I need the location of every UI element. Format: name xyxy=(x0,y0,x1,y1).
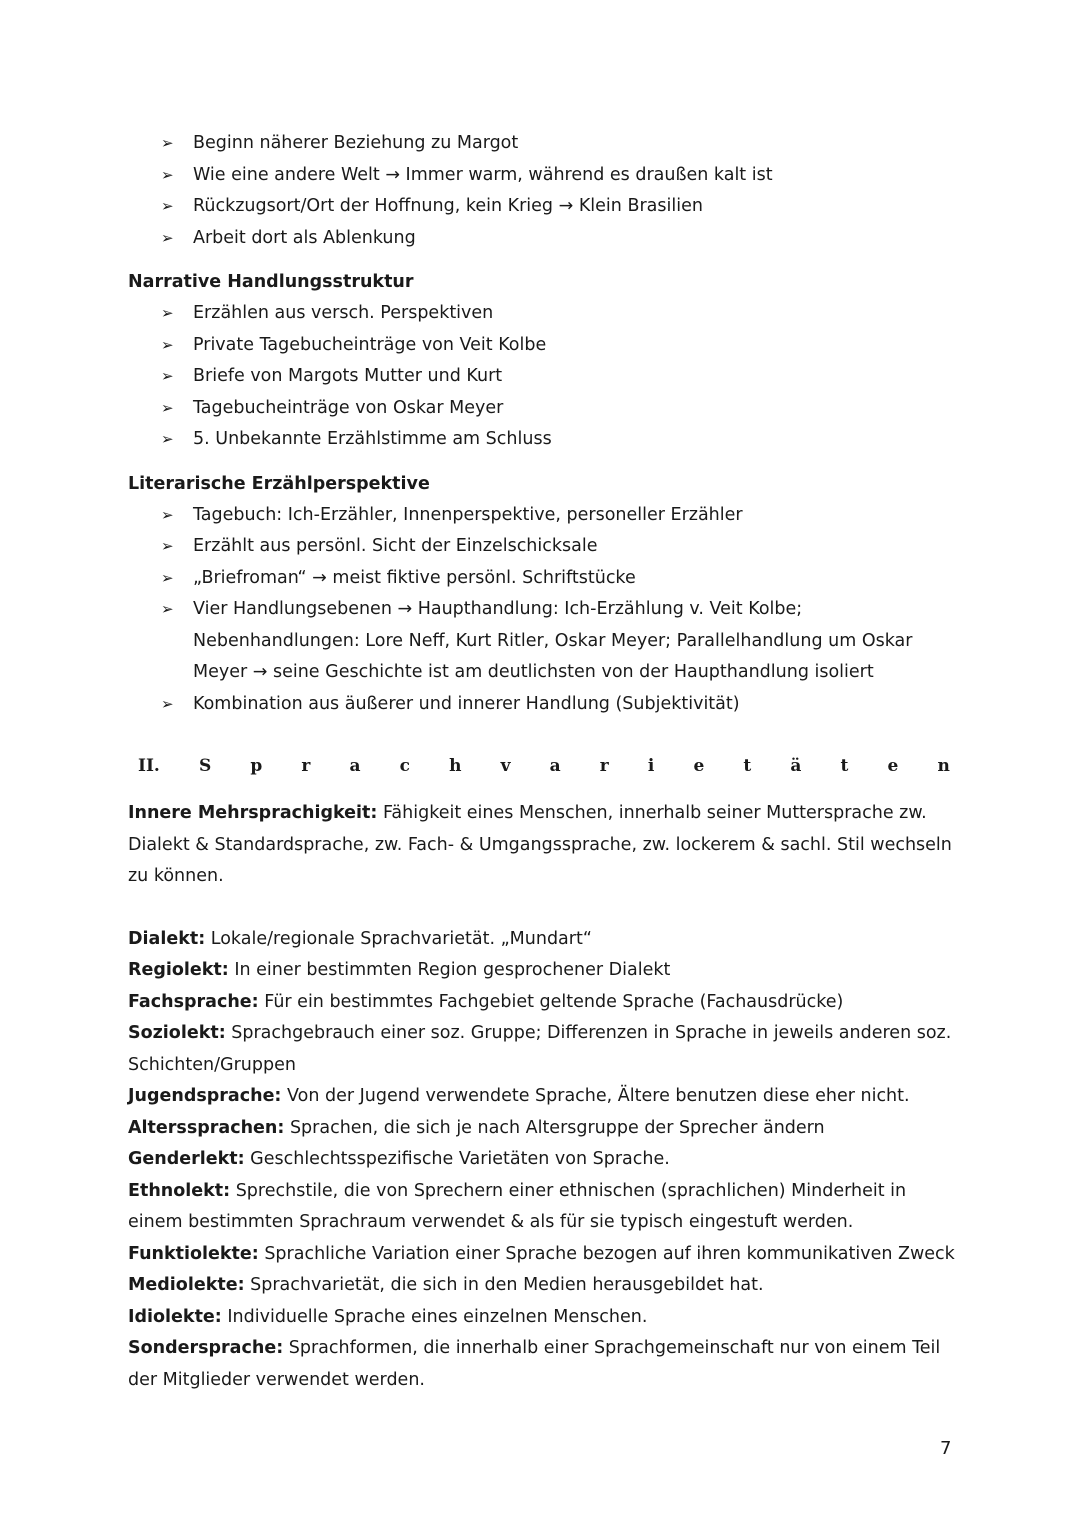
section-title-letter: t xyxy=(743,756,752,776)
list-item: ➢ Private Tagebucheinträge von Veit Kolbe xyxy=(128,330,958,362)
arrow-bullet-icon: ➢ xyxy=(161,600,174,618)
definition-term: Funktiolekte: xyxy=(128,1243,259,1264)
section-title-letter: a xyxy=(549,756,561,776)
list-item: ➢ Kombination aus äußerer und innerer Handlung (Subjektivität) xyxy=(128,689,958,721)
definition-item xyxy=(128,1081,958,1113)
definition-text: Individuelle Sprache eines einzelnen Menschen. xyxy=(221,1306,648,1327)
definition-text: Von der Jugend verwendete Sprache, Ältere benutzen diese eher nicht. xyxy=(281,1086,910,1106)
definition-list xyxy=(128,924,958,1397)
arrow-bullet-icon: ➢ xyxy=(161,335,174,354)
bullet-list-literarisch xyxy=(128,500,958,721)
arrow-bullet-icon: ➢ xyxy=(161,430,174,448)
arrow-bullet-icon: ➢ xyxy=(161,694,174,713)
section-title-letter: r xyxy=(599,756,609,776)
definition-item xyxy=(128,1239,958,1271)
arrow-bullet-icon: ➢ xyxy=(161,537,174,555)
list-item: ➢ Beginn näherer Beziehung zu Margot xyxy=(128,128,958,160)
definition-text: Sprachvarietät, die sich in den Medien herausgebildet hat. xyxy=(244,1275,764,1295)
definition-term: Ethnolekt: xyxy=(128,1180,231,1201)
arrow-bullet-icon: ➢ xyxy=(161,304,174,322)
arrow-bullet-icon: ➢ xyxy=(161,367,174,385)
definition-text: In einer bestimmten Region gesprochener Dialekt xyxy=(228,960,671,980)
section-title-letter: e xyxy=(887,756,899,776)
list-item: ➢ Tagebuch: Ich-Erzähler, Innenperspektive, personeller Erzähler xyxy=(128,500,958,532)
section-title-letter: p xyxy=(250,756,263,776)
definition-text: Sprachformen, die innerhalb einer Sprachgemeinschaft nur von einem Teil der Mitglieder verwendet werden. xyxy=(128,1338,941,1390)
definition-text: Sprachen, die sich je nach Altersgruppe der Sprecher ändern xyxy=(284,1117,825,1138)
section-title-letter: v xyxy=(500,756,511,776)
list-item: ➢ Wie eine andere Welt → Immer warm, während es draußen kalt ist xyxy=(128,160,958,192)
definition-item xyxy=(128,1144,958,1176)
definition-item xyxy=(128,1333,958,1396)
section-title-letter: c xyxy=(399,756,410,776)
definition-item xyxy=(128,987,958,1019)
section-number: II. xyxy=(138,756,160,776)
definition-term: Innere Mehrsprachigkeit: xyxy=(128,803,378,823)
list-item: ➢ Erzählen aus versch. Perspektiven xyxy=(128,298,958,330)
definition-term: Jugendsprache: xyxy=(128,1086,282,1106)
arrow-bullet-icon: ➢ xyxy=(161,165,174,184)
arrow-bullet-icon: ➢ xyxy=(161,197,174,215)
section-title-letter: a xyxy=(349,756,361,776)
definition-item xyxy=(128,1302,958,1334)
heading-narrative: Narrative Handlungsstruktur xyxy=(128,272,414,292)
page-content xyxy=(128,128,958,1396)
list-item: ➢ Erzählt aus persönl. Sicht der Einzelschicksale xyxy=(128,531,958,563)
list-item: ➢ Briefe von Margots Mutter und Kurt xyxy=(128,361,958,393)
definition-item xyxy=(128,1176,958,1239)
list-item: ➢ Rückzugsort/Ort der Hoffnung, kein Krieg → Klein Brasilien xyxy=(128,191,958,223)
definition-text: Sprachgebrauch einer soz. Gruppe; Differenzen in Sprache in jeweils anderen soz. Schichten/Gruppen xyxy=(128,1023,952,1075)
spacer xyxy=(128,893,958,924)
definition-item xyxy=(128,1113,958,1145)
arrow-bullet-icon: ➢ xyxy=(161,228,174,247)
section-heading xyxy=(138,756,950,776)
page-number: 7 xyxy=(940,1438,952,1459)
section-title-letter: n xyxy=(937,756,950,776)
definition-text: Fähigkeit eines Menschen, innerhalb seiner Muttersprache zw. Dialekt & Standardsprache, zw. Fach- & Umgangssprache, zw. lockerem & sachl. Stil wechseln zu können. xyxy=(128,803,952,886)
heading-literarisch: Literarische Erzählperspektive xyxy=(128,473,430,494)
list-item: ➢ Arbeit dort als Ablenkung xyxy=(128,223,958,255)
definition-text: Für ein bestimmtes Fachgebiet geltende Sprache (Fachausdrücke) xyxy=(258,991,844,1012)
bullet-list-narrative xyxy=(128,298,958,456)
definition-item xyxy=(128,1270,958,1302)
bullet-list-margot xyxy=(128,128,958,254)
arrow-bullet-icon: ➢ xyxy=(161,398,174,417)
list-item: ➢ Tagebucheinträge von Oskar Meyer xyxy=(128,393,958,425)
definition-term: Soziolekt: xyxy=(128,1023,226,1043)
definition-item xyxy=(128,924,958,956)
section-title-letter: h xyxy=(449,756,462,776)
section-title-letter: t xyxy=(840,756,849,776)
definition-term: Alterssprachen: xyxy=(128,1117,285,1138)
definition-term: Fachsprache: xyxy=(128,991,259,1012)
arrow-bullet-icon: ➢ xyxy=(161,568,174,587)
definition-item xyxy=(128,1018,958,1081)
definition-term: Idiolekte: xyxy=(128,1306,222,1327)
definition-mehrsprachigkeit xyxy=(128,798,958,893)
arrow-bullet-icon: ➢ xyxy=(161,134,174,152)
definition-term: Genderlekt: xyxy=(128,1149,245,1169)
definition-text: Sprechstile, die von Sprechern einer ethnischen (sprachlichen) Minderheit in einem bestimmten Sprachraum verwendet & als für sie typisch eingestuft werden. xyxy=(128,1180,907,1232)
definition-item xyxy=(128,955,958,987)
definition-text: Lokale/regionale Sprachvarietät. „Mundart“ xyxy=(205,928,592,949)
definition-text: Geschlechtsspezifische Varietäten von Sprache. xyxy=(244,1149,670,1169)
section-title-letter: e xyxy=(693,756,705,776)
section-title-letter: ä xyxy=(790,756,802,776)
section-title-letter: i xyxy=(647,756,655,776)
arrow-bullet-icon: ➢ xyxy=(161,505,174,524)
list-item: ➢ „Briefroman“ → meist fiktive persönl. Schriftstücke xyxy=(128,563,958,595)
definition-term: Dialekt: xyxy=(128,928,206,949)
section-title-letter: S xyxy=(198,756,212,776)
section-title-letter: r xyxy=(301,756,311,776)
list-item: ➢ Vier Handlungsebenen → Haupthandlung: Ich-Erzählung v. Veit Kolbe; Nebenhandlungen: Lore Neff, Kurt Ritler, Oskar Meyer; Parallelhandlung um Oskar Meyer → seine Geschichte ist am deutlichsten von der Haupthandlung isoliert xyxy=(128,594,958,689)
list-item: ➢ 5. Unbekannte Erzählstimme am Schluss xyxy=(128,424,958,456)
definition-term: Mediolekte: xyxy=(128,1275,245,1295)
definition-text: Sprachliche Variation einer Sprache bezogen auf ihren kommunikativen Zweck xyxy=(258,1243,955,1264)
definition-term: Sondersprache: xyxy=(128,1338,284,1358)
definition-term: Regiolekt: xyxy=(128,960,229,980)
